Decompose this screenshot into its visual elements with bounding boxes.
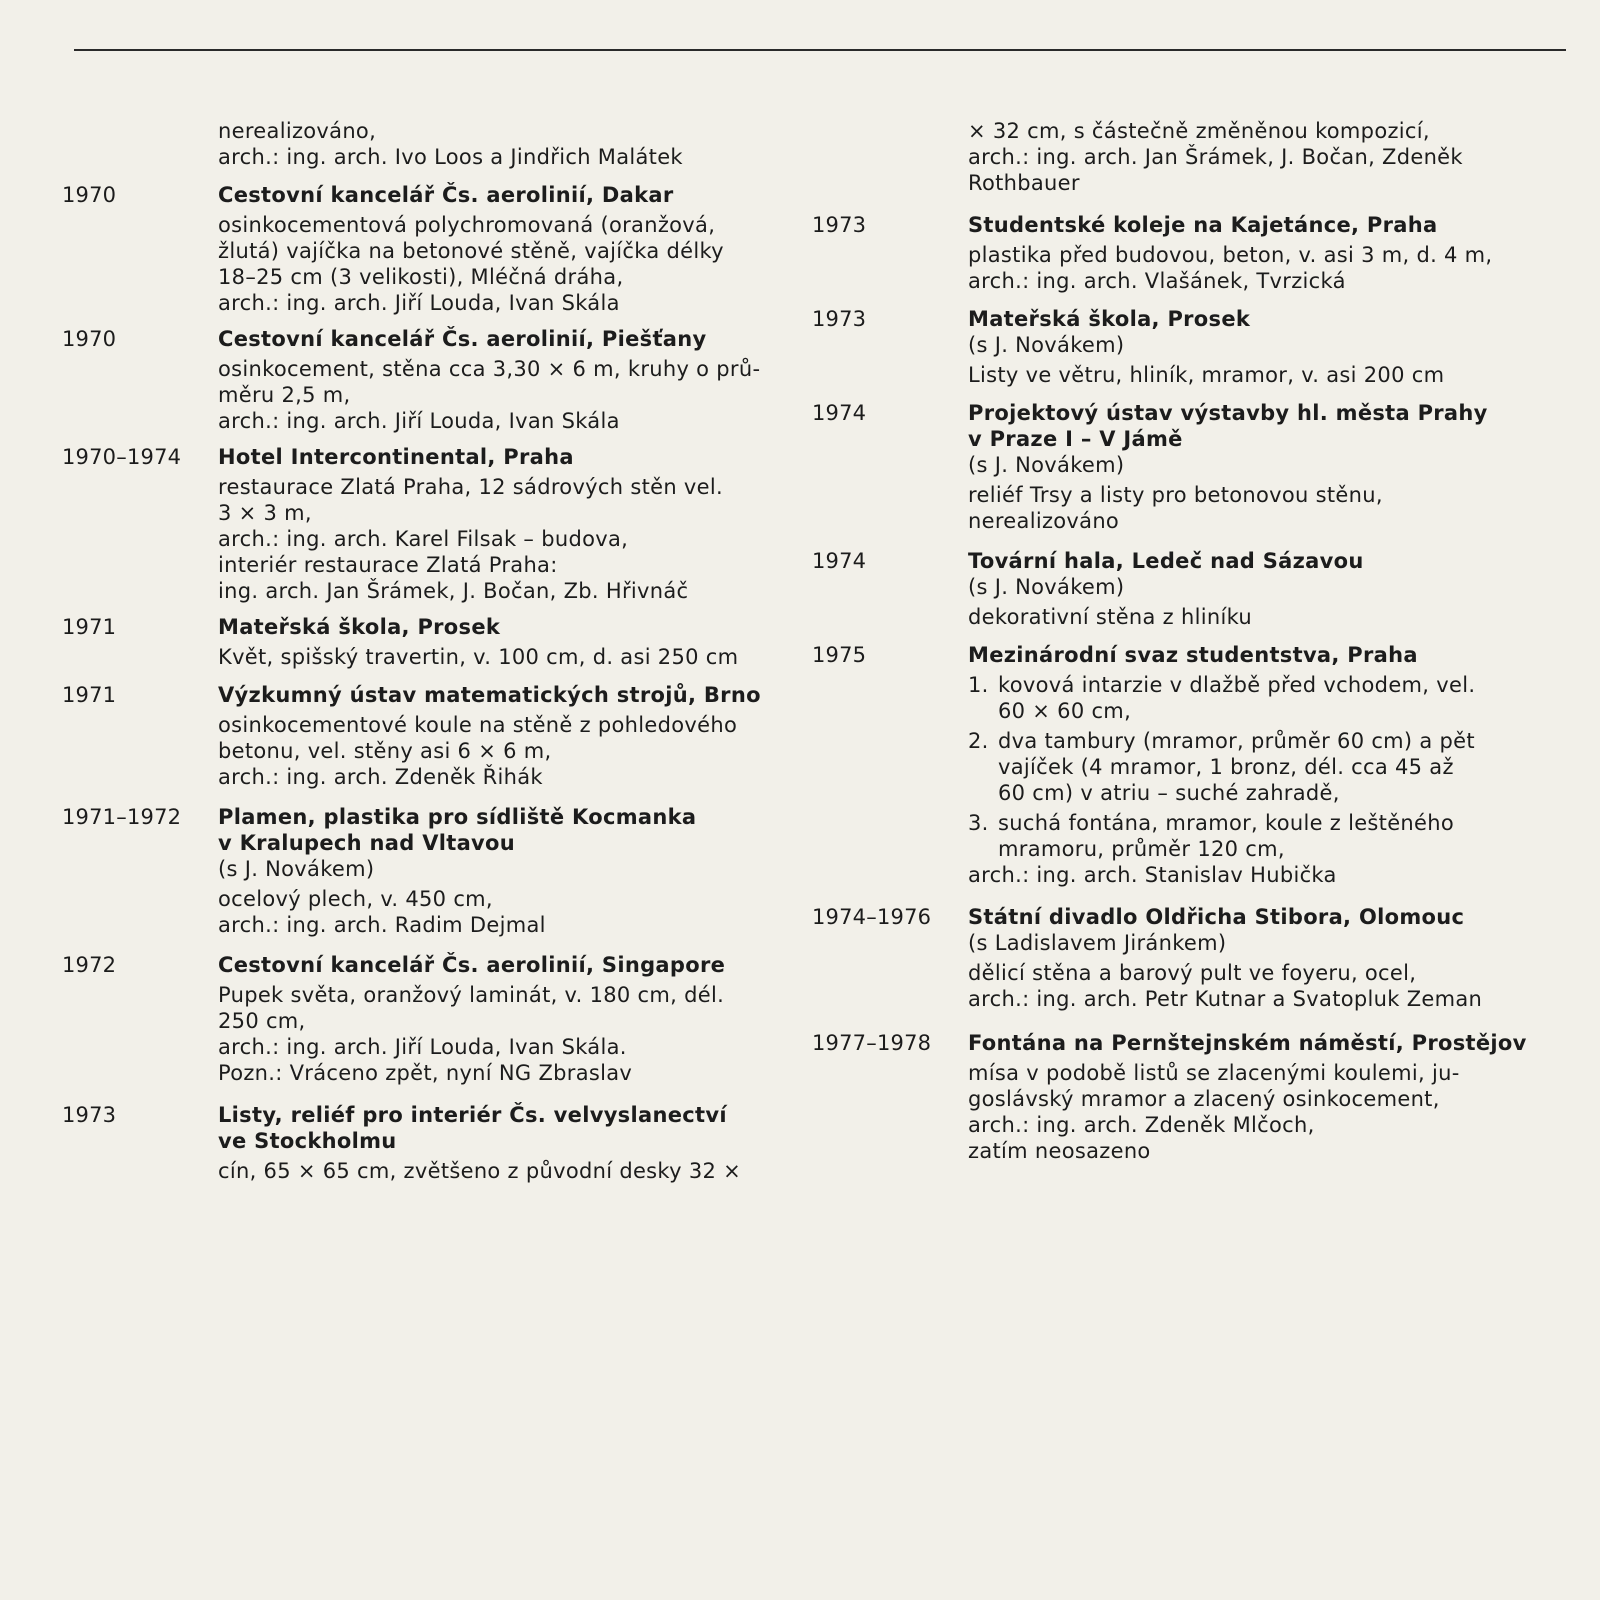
entry-list-line: kovová intarzie v dlažbě před vchodem, vel. bbox=[998, 673, 1476, 697]
catalogue-entry bbox=[62, 952, 822, 1086]
entry-description-line: Listy ve větru, hliník, mramor, v. asi 200 cm bbox=[968, 363, 1445, 387]
entry-collaborator: (s J. Novákem) bbox=[218, 857, 375, 881]
entry-list-line: vajíček (4 mramor, 1 bronz, dél. cca 45 až bbox=[998, 755, 1454, 779]
entry-year: 1977–1978 bbox=[812, 1031, 932, 1055]
entry-description-line: cín, 65 × 65 cm, zvětšeno z původní desky 32 × bbox=[218, 1159, 742, 1183]
entry-body bbox=[218, 682, 822, 790]
catalogue-entry bbox=[812, 306, 1572, 388]
entry-title bbox=[218, 182, 822, 208]
entry-description-line: arch.: ing. arch. Petr Kutnar a Svatopluk Zeman bbox=[968, 987, 1483, 1011]
entry-architect-line: arch.: ing. arch. Stanislav Hubička bbox=[968, 863, 1337, 887]
entry-title bbox=[218, 326, 822, 352]
entry-body bbox=[218, 182, 822, 316]
entry-title-line: v Kralupech nad Vltavou bbox=[218, 831, 516, 855]
entry-title-line: Studentské koleje na Kajetánce, Praha bbox=[968, 213, 1438, 237]
entry-title bbox=[218, 1102, 822, 1154]
entry-description bbox=[968, 1060, 1572, 1164]
entry-body bbox=[968, 1030, 1572, 1164]
entry-body bbox=[218, 326, 822, 434]
entry-description bbox=[968, 960, 1572, 1012]
catalogue-entry bbox=[62, 326, 822, 434]
entry-description bbox=[218, 712, 822, 790]
entry-body bbox=[968, 642, 1572, 888]
entry-title-line: Tovární hala, Ledeč nad Sázavou bbox=[968, 549, 1364, 573]
entry-title-line: Cestovní kancelář Čs. aerolinií, Singapore bbox=[218, 953, 726, 977]
entry-body bbox=[218, 614, 822, 670]
entry-description-line: dekorativní stěna z hliníku bbox=[968, 605, 1253, 629]
entry-year: 1975 bbox=[812, 643, 867, 667]
entry-body bbox=[968, 212, 1572, 294]
entry-description-line: arch.: ing. arch. Zdeněk Mlčoch, bbox=[968, 1113, 1315, 1137]
entry-description bbox=[218, 982, 822, 1086]
entry-description bbox=[218, 356, 822, 434]
entry-year: 1970–1974 bbox=[62, 445, 182, 469]
catalogue-entry bbox=[812, 904, 1572, 1012]
entry-title-line: Fontána na Pernštejnském náměstí, Prostějov bbox=[968, 1031, 1527, 1055]
entry-title-line: ve Stockholmu bbox=[218, 1129, 397, 1153]
entry-list-line: mramoru, průměr 120 cm, bbox=[998, 837, 1285, 861]
entry-description-line: osinkocementové koule na stěně z pohledového bbox=[218, 713, 738, 737]
entry-title-line: Cestovní kancelář Čs. aerolinií, Dakar bbox=[218, 183, 674, 207]
entry-description bbox=[218, 212, 822, 316]
entry-title-line: Mezinárodní svaz studentstva, Praha bbox=[968, 643, 1418, 667]
entry-title-line: Listy, reliéf pro interiér Čs. velvyslanectví bbox=[218, 1103, 727, 1127]
entry-description-line: žlutá) vajíčka na betonové stěně, vajíčka délky bbox=[218, 239, 724, 263]
continuation-text bbox=[968, 118, 1572, 196]
entry-year: 1974 bbox=[812, 549, 867, 573]
catalogue-entry bbox=[812, 212, 1572, 294]
entry-collaborator: (s J. Novákem) bbox=[968, 453, 1125, 477]
entry-description-line: arch.: ing. arch. Zdeněk Řihák bbox=[218, 765, 543, 789]
continuation-line: Rothbauer bbox=[968, 171, 1080, 195]
entry-title-line: Plamen, plastika pro sídliště Kocmanka bbox=[218, 805, 697, 829]
entry-body bbox=[218, 1102, 822, 1184]
entry-description bbox=[218, 474, 822, 604]
entry-title bbox=[968, 306, 1572, 332]
continuation-line: arch.: ing. arch. Jan Šrámek, J. Bočan, Zdeněk bbox=[968, 145, 1463, 169]
entry-body bbox=[968, 904, 1572, 1012]
entry-year: 1970 bbox=[62, 183, 117, 207]
entry-description-line: ocelový plech, v. 450 cm, bbox=[218, 887, 493, 911]
entry-collaborator: (s Ladislavem Jiránkem) bbox=[968, 931, 1227, 955]
entry-description-line: plastika před budovou, beton, v. asi 3 m, d. 4 m, bbox=[968, 243, 1493, 267]
entry-list-number: 1. bbox=[968, 673, 989, 697]
entry-title-line: Projektový ústav výstavby hl. města Prahy bbox=[968, 401, 1488, 425]
entry-title bbox=[218, 952, 822, 978]
entry-year: 1974 bbox=[812, 401, 867, 425]
entry-description-line: osinkocement, stěna cca 3,30 × 6 m, kruhy o prů- bbox=[218, 357, 761, 381]
entry-title-line: Cestovní kancelář Čs. aerolinií, Piešťany bbox=[218, 327, 707, 351]
entry-title bbox=[968, 400, 1572, 452]
entry-year: 1970 bbox=[62, 327, 117, 351]
catalogue-entry bbox=[812, 1030, 1572, 1164]
entry-list-item bbox=[968, 728, 1572, 806]
entry-year: 1972 bbox=[62, 953, 117, 977]
entry-title bbox=[968, 1030, 1572, 1056]
entry-description-line: 18–25 cm (3 velikosti), Mléčná dráha, bbox=[218, 265, 624, 289]
entry-title bbox=[218, 614, 822, 640]
entry-list-text bbox=[998, 728, 1572, 806]
catalogue-entry bbox=[812, 400, 1572, 534]
entry-list-text bbox=[998, 672, 1572, 724]
entry-description-line: nerealizováno bbox=[968, 509, 1120, 533]
entry-description bbox=[218, 886, 822, 938]
entry-description-line: Květ, spišský travertin, v. 100 cm, d. asi 250 cm bbox=[218, 645, 739, 669]
entry-title bbox=[968, 642, 1572, 668]
entry-year: 1973 bbox=[812, 307, 867, 331]
entry-year: 1973 bbox=[812, 213, 867, 237]
entry-collaborator: (s J. Novákem) bbox=[968, 575, 1125, 599]
catalogue-entry bbox=[812, 642, 1572, 888]
entry-description-line: 250 cm, bbox=[218, 1009, 306, 1033]
entry-description-line: 3 × 3 m, bbox=[218, 501, 312, 525]
entry-description bbox=[968, 242, 1572, 294]
entry-description-line: arch.: ing. arch. Karel Filsak – budova, bbox=[218, 527, 629, 551]
entry-title-line: Státní divadlo Oldřicha Stibora, Olomouc bbox=[968, 905, 1465, 929]
entry-list-line: 60 × 60 cm, bbox=[998, 699, 1132, 723]
entry-description bbox=[968, 482, 1572, 534]
continuation-line: × 32 cm, s částečně změněnou kompozicí, bbox=[968, 119, 1430, 143]
entry-body bbox=[218, 804, 822, 938]
entry-description-line: reliéf Trsy a listy pro betonovou stěnu, bbox=[968, 483, 1383, 507]
entry-description-line: restaurace Zlatá Praha, 12 sádrových stěn vel. bbox=[218, 475, 723, 499]
entry-body bbox=[218, 952, 822, 1086]
entry-body bbox=[218, 444, 822, 604]
entry-description-line: arch.: ing. arch. Vlašánek, Tvrzická bbox=[968, 269, 1346, 293]
entry-body bbox=[968, 548, 1572, 630]
entry-title bbox=[968, 548, 1572, 574]
entry-list-number: 3. bbox=[968, 811, 989, 835]
entry-description-line: měru 2,5 m, bbox=[218, 383, 351, 407]
continuation-text bbox=[218, 118, 822, 170]
entry-description bbox=[218, 1158, 822, 1184]
entry-title bbox=[968, 212, 1572, 238]
entry-description-line: Pupek světa, oranžový laminát, v. 180 cm, dél. bbox=[218, 983, 725, 1007]
entry-list-item bbox=[968, 810, 1572, 862]
catalogue-entry bbox=[62, 614, 822, 670]
left-column bbox=[62, 118, 822, 1184]
entry-list-text bbox=[998, 810, 1572, 862]
entry-description bbox=[968, 604, 1572, 630]
entry-year: 1973 bbox=[62, 1103, 117, 1127]
continuation-line: nerealizováno, bbox=[218, 119, 377, 143]
entry-description-line: interiér restaurace Zlatá Praha: bbox=[218, 553, 558, 577]
entry-description-line: goslávský mramor a zlacený osinkocement, bbox=[968, 1087, 1440, 1111]
entry-title-line: v Praze I – V Jámě bbox=[968, 427, 1183, 451]
entry-title bbox=[218, 444, 822, 470]
entry-title-line: Výzkumný ústav matematických strojů, Brno bbox=[218, 683, 761, 707]
right-column bbox=[812, 118, 1572, 1164]
entry-description bbox=[968, 362, 1572, 388]
entry-description bbox=[218, 644, 822, 670]
catalogue-entry bbox=[62, 182, 822, 316]
entry-year: 1971–1972 bbox=[62, 805, 182, 829]
entry-year: 1971 bbox=[62, 615, 117, 639]
entry-list-line: dva tambury (mramor, průměr 60 cm) a pět bbox=[998, 729, 1475, 753]
entry-description-line: dělicí stěna a barový pult ve foyeru, ocel, bbox=[968, 961, 1417, 985]
entry-title bbox=[968, 904, 1572, 930]
entry-list-number: 2. bbox=[968, 729, 989, 753]
entry-list-line: suchá fontána, mramor, koule z leštěného bbox=[998, 811, 1455, 835]
margin-mark bbox=[16, 1370, 26, 1400]
catalogue-entry bbox=[812, 548, 1572, 630]
entry-description-line: arch.: ing. arch. Jiří Louda, Ivan Skála. bbox=[218, 1035, 627, 1059]
entry-description-line: zatím neosazeno bbox=[968, 1139, 1151, 1163]
entry-list-item bbox=[968, 672, 1572, 724]
entry-description-line: betonu, vel. stěny asi 6 × 6 m, bbox=[218, 739, 552, 763]
entry-title-line: Mateřská škola, Prosek bbox=[218, 615, 501, 639]
entry-body bbox=[968, 306, 1572, 388]
entry-title bbox=[218, 804, 822, 856]
entry-collaborator: (s J. Novákem) bbox=[968, 333, 1125, 357]
entry-title bbox=[218, 682, 822, 708]
entry-list-line: 60 cm) v atriu – suché zahradě, bbox=[998, 781, 1340, 805]
entry-description-line: arch.: ing. arch. Jiří Louda, Ivan Skála bbox=[218, 409, 620, 433]
entry-description-line: osinkocementová polychromovaná (oranžová, bbox=[218, 213, 716, 237]
continuation-line: arch.: ing. arch. Ivo Loos a Jindřich Malátek bbox=[218, 145, 683, 169]
catalogue-entry bbox=[62, 1102, 822, 1184]
entry-year: 1971 bbox=[62, 683, 117, 707]
entry-title-line: Hotel Intercontinental, Praha bbox=[218, 445, 574, 469]
top-rule bbox=[74, 49, 1566, 51]
catalogue-entry bbox=[62, 444, 822, 604]
entry-body bbox=[968, 400, 1572, 534]
entry-description-line: ing. arch. Jan Šrámek, J. Bočan, Zb. Hřivnáč bbox=[218, 579, 689, 603]
entry-title-line: Mateřská škola, Prosek bbox=[968, 307, 1251, 331]
entry-description-line: arch.: ing. arch. Radim Dejmal bbox=[218, 913, 546, 937]
catalogue-entry bbox=[62, 682, 822, 790]
entry-description-line: Pozn.: Vráceno zpět, nyní NG Zbraslav bbox=[218, 1061, 633, 1085]
catalogue-entry bbox=[62, 804, 822, 938]
entry-year: 1974–1976 bbox=[812, 905, 932, 929]
entry-description-line: mísa v podobě listů se zlacenými koulemi, ju- bbox=[968, 1061, 1460, 1085]
entry-description-line: arch.: ing. arch. Jiří Louda, Ivan Skála bbox=[218, 291, 620, 315]
